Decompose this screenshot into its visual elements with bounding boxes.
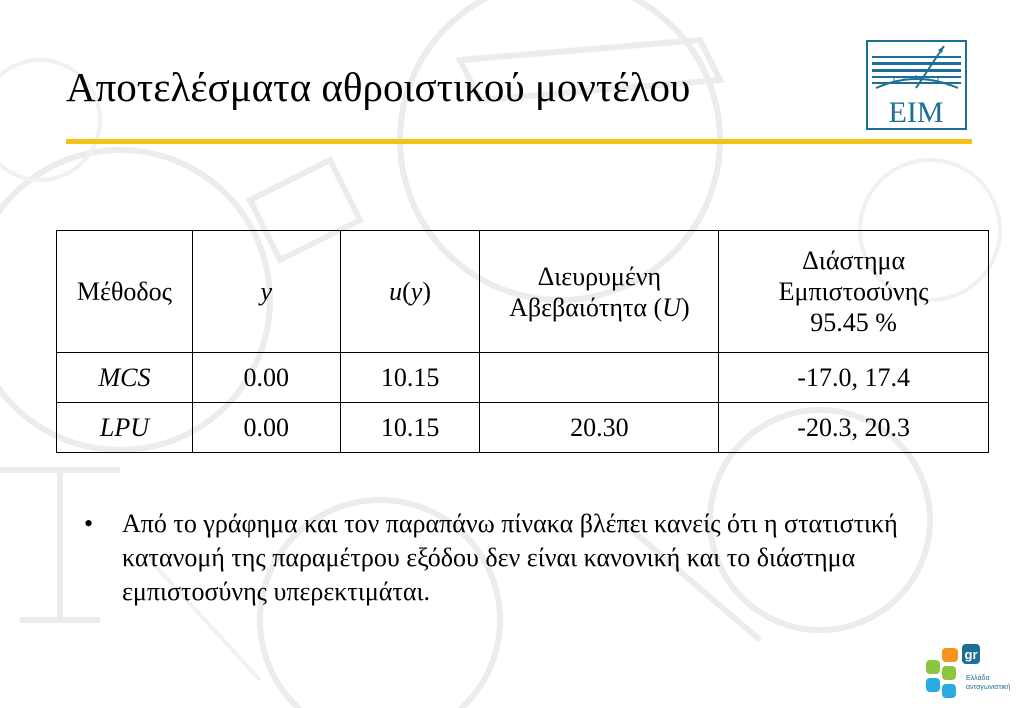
row-y: 0.00: [192, 403, 340, 453]
row-method: LPU: [57, 403, 193, 453]
table-row: [57, 403, 989, 453]
row-uy: 10.15: [340, 403, 480, 453]
gr-logo-text: gr: [964, 647, 978, 662]
bullet-text: Από το γράφημα και τον παραπάνω πίνακα βλέπει κανείς ότι η στατιστική κατανομή της παραμέτρου εξόδου δεν είναι κανονική και το διάστημα εμπιστοσύνης υπερεκτιμάται.: [122, 509, 898, 606]
row-expanded-uncertainty: [480, 353, 719, 403]
header-uy: u(y): [340, 231, 480, 353]
header-expanded-uncertainty: Διευρυμένη Αβεβαιότητα (U): [480, 231, 719, 353]
table-header-row: [57, 231, 989, 353]
header-y: [192, 231, 340, 353]
eim-logo-text: EIM: [888, 96, 944, 129]
header-confidence-interval: Διάστημα Εμπιστοσύνης 95.45 %: [719, 231, 989, 353]
header-method: Μέθοδος: [57, 231, 193, 353]
bullet-list: [84, 507, 944, 609]
slide-title: Αποτελέσματα αθροιστικού μοντέλου: [66, 64, 691, 110]
gr-caption-1: Ελλάδα: [966, 675, 990, 682]
header-y-symbol: y: [260, 277, 273, 306]
gr-logo: [924, 644, 1012, 702]
row-method: MCS: [57, 353, 193, 403]
row-expanded-uncertainty: 20.30: [480, 403, 719, 453]
title-underline: [66, 139, 972, 144]
row-interval: -17.0, 17.4: [719, 353, 989, 403]
eim-logo: [866, 40, 967, 130]
bullet-marker: •: [84, 509, 94, 538]
row-y: 0.00: [192, 353, 340, 403]
table-row: [57, 353, 989, 403]
row-interval: -20.3, 20.3: [719, 403, 989, 453]
row-uy: 10.15: [340, 353, 480, 403]
results-table: [56, 230, 989, 453]
gr-caption-2: ανταγωνιστική: [966, 684, 1011, 691]
